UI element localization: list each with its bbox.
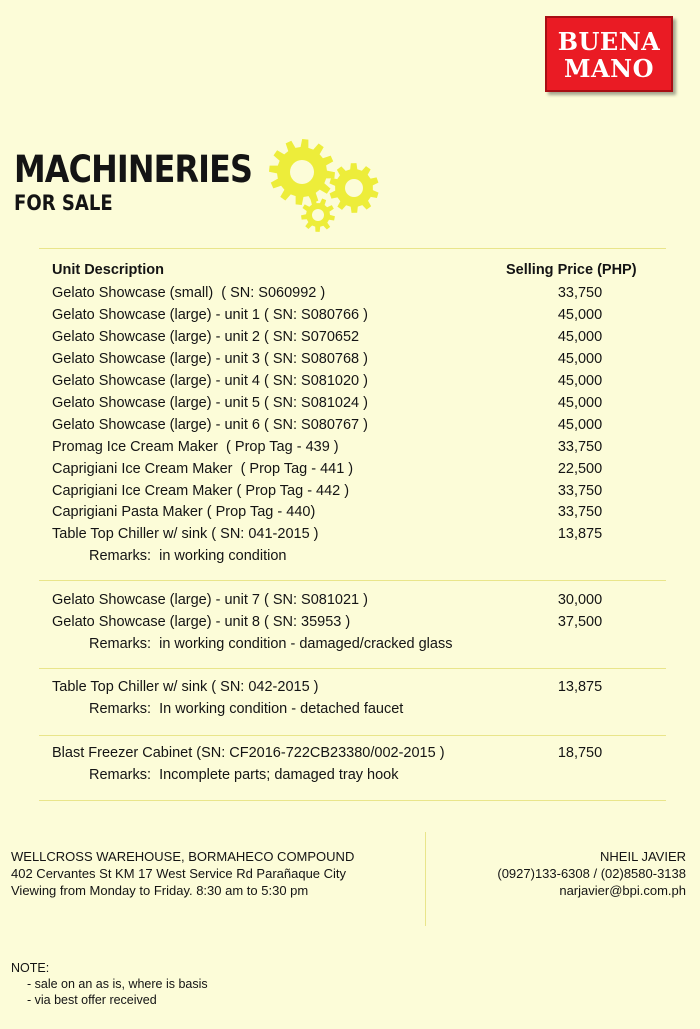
group-remarks: Remarks: in working condition	[89, 548, 287, 564]
item-description: Table Top Chiller w/ sink ( SN: 042-2015 )	[52, 679, 319, 695]
divider-top	[39, 248, 666, 249]
note-item: - via best offer received	[27, 993, 157, 1007]
item-description: Gelato Showcase (large) - unit 2 ( SN: S070652	[52, 329, 360, 345]
item-price: 13,875	[557, 679, 603, 695]
item-description: Gelato Showcase (large) - unit 8 ( SN: 35953 )	[52, 614, 351, 630]
table-row	[52, 480, 652, 502]
table-row	[52, 370, 652, 392]
location-address: 402 Cervantes St KM 17 West Service Rd Parañaque City	[11, 866, 347, 881]
viewing-schedule: Viewing from Monday to Friday. 8:30 am to 5:30 pm	[11, 883, 309, 898]
table-row	[52, 414, 652, 436]
table-row	[52, 742, 652, 764]
divider-group	[39, 580, 666, 581]
table-row	[52, 282, 652, 304]
item-description: Gelato Showcase (large) - unit 6 ( SN: S080767 )	[52, 417, 368, 433]
page-title: MACHINERIES	[14, 148, 253, 191]
item-description: Table Top Chiller w/ sink ( SN: 041-2015 )	[52, 526, 319, 542]
page-subtitle: FOR SALE	[14, 191, 113, 215]
item-price: 18,750	[557, 745, 603, 761]
item-price: 45,000	[557, 307, 603, 323]
table-row	[52, 501, 652, 523]
item-price: 45,000	[557, 329, 603, 345]
item-description: Caprigiani Ice Cream Maker ( Prop Tag - 441 )	[52, 461, 354, 477]
table-row	[52, 348, 652, 370]
buena-mano-logo	[545, 16, 673, 92]
divider-bottom	[39, 800, 666, 801]
item-description: Gelato Showcase (large) - unit 7 ( SN: S081021 )	[52, 592, 368, 608]
item-description: Gelato Showcase (large) - unit 3 ( SN: S080768 )	[52, 351, 368, 367]
item-price: 45,000	[557, 351, 603, 367]
contact-name: NHEIL JAVIER	[600, 849, 686, 864]
item-price: 37,500	[557, 614, 603, 630]
table-row	[52, 392, 652, 414]
divider-group	[39, 668, 666, 669]
item-description: Gelato Showcase (large) - unit 4 ( SN: S081020 )	[52, 373, 368, 389]
footer-divider	[425, 832, 426, 926]
location-name: WELLCROSS WAREHOUSE, BORMAHECO COMPOUND	[11, 849, 355, 864]
item-description: Gelato Showcase (large) - unit 1 ( SN: S080766 )	[52, 307, 368, 323]
sale-note	[11, 960, 208, 1008]
table-row	[52, 304, 652, 326]
item-price: 22,500	[557, 461, 603, 477]
item-description: Promag Ice Cream Maker ( Prop Tag - 439 )	[52, 439, 339, 455]
table-row	[52, 458, 652, 480]
item-description: Blast Freezer Cabinet (SN: CF2016-722CB23380/002-2015 )	[52, 745, 445, 761]
item-description: Caprigiani Ice Cream Maker ( Prop Tag - 442 )	[52, 483, 350, 499]
table-row	[52, 676, 652, 698]
group-remarks: Remarks: Incomplete parts; damaged tray hook	[89, 767, 399, 783]
item-description: Caprigiani Pasta Maker ( Prop Tag - 440)	[52, 504, 316, 520]
item-price: 13,875	[557, 526, 603, 542]
item-price: 33,750	[557, 504, 603, 520]
divider-group	[39, 735, 666, 736]
item-price: 45,000	[557, 373, 603, 389]
column-header-price: Selling Price (PHP)	[506, 262, 637, 278]
item-price: 30,000	[557, 592, 603, 608]
gears-icon	[266, 136, 386, 236]
table-row	[52, 436, 652, 458]
item-description: Gelato Showcase (small) ( SN: S060992 )	[52, 285, 326, 301]
column-header-description: Unit Description	[52, 262, 164, 278]
contact-phone: (0927)133-6308 / (02)8580-3138	[497, 866, 686, 881]
item-price: 33,750	[557, 483, 603, 499]
group-remarks: Remarks: In working condition - detached faucet	[89, 701, 404, 717]
logo-line-2: MANO	[563, 54, 655, 83]
item-description: Gelato Showcase (large) - unit 5 ( SN: S081024 )	[52, 395, 368, 411]
table-header	[52, 259, 652, 281]
note-item: - sale on an as is, where is basis	[27, 977, 208, 991]
note-label: NOTE:	[11, 961, 50, 975]
group-remarks: Remarks: in working condition - damaged/cracked glass	[89, 636, 453, 652]
contact-email: narjavier@bpi.com.ph	[559, 883, 686, 898]
contact-info	[497, 848, 686, 899]
warehouse-location	[11, 848, 354, 899]
table-row	[52, 611, 652, 633]
logo-line-1: BUENA	[557, 27, 661, 56]
item-price: 33,750	[557, 439, 603, 455]
item-price: 45,000	[557, 417, 603, 433]
item-price: 45,000	[557, 395, 603, 411]
table-row	[52, 589, 652, 611]
table-row	[52, 326, 652, 348]
item-price: 33,750	[557, 285, 603, 301]
table-row	[52, 523, 652, 545]
